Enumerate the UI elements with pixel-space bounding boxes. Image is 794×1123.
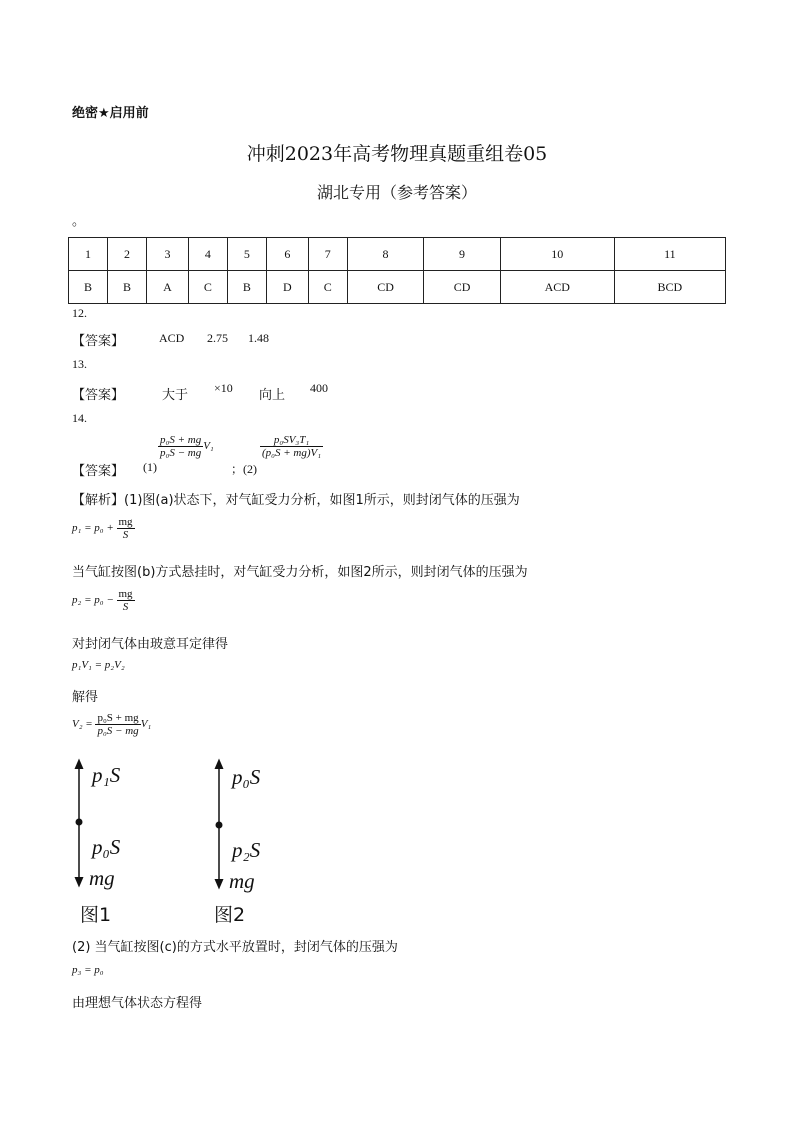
table-cell: 3 <box>147 238 189 271</box>
equation-3: p₁V₁ = p₂V₂ <box>72 659 125 671</box>
table-cell: 6 <box>266 238 308 271</box>
q14-analysis-line6: 由理想气体状态方程得 <box>72 996 203 1011</box>
q12-value-2: 2.75 <box>207 331 228 345</box>
table-cell: 4 <box>188 238 227 271</box>
q14-number: 14. <box>72 411 87 425</box>
q14-answer1-tail: V₁ <box>203 440 214 453</box>
table-cell: C <box>308 271 347 304</box>
fig2-bottom-label-1: p₂S <box>232 838 261 862</box>
fig2-bottom-label-2: mg <box>229 869 255 893</box>
table-cell: B <box>69 271 108 304</box>
table-cell: 2 <box>108 238 147 271</box>
equation-4 <box>72 712 151 737</box>
table-cell: 7 <box>308 238 347 271</box>
q14-analysis-line1 <box>72 489 520 508</box>
q13-value-2: ×10 <box>214 381 233 395</box>
table-cell: D <box>266 271 308 304</box>
fig2-top-label: p₀S <box>232 765 261 789</box>
answer-table-number-row <box>69 238 726 271</box>
q14-analysis-line4: 解得 <box>72 690 99 705</box>
fig1-bottom-label-1: p₀S <box>92 835 121 859</box>
table-cell: CD <box>424 271 500 304</box>
table-cell: A <box>147 271 189 304</box>
q12-value-3: 1.48 <box>248 331 269 345</box>
q13-number: 13. <box>72 357 87 371</box>
q14-answer1-numerator: p₀S + mg <box>160 434 202 446</box>
q14-part1-label: (1) <box>143 460 157 474</box>
table-cell: 5 <box>227 238 266 271</box>
q14-answer2-formula <box>260 434 323 459</box>
answer-table-answer-row <box>69 271 726 304</box>
q14-analysis-line5: (2) 当气缸按图(c)的方式水平放置时，封闭气体的压强为 <box>72 940 398 955</box>
confidential-label: 绝密★启用前 <box>72 106 149 121</box>
q14-answer2-denominator: (p₀S + mg)V₁ <box>262 447 322 459</box>
q14-answer-label: 【答案】 <box>72 464 125 479</box>
q14-analysis-text1: (1)图(a)状态下，对气缸受力分析，如图1所示，则封闭气体的压强为 <box>124 493 520 508</box>
equation-1-denominator: S <box>117 528 135 541</box>
q13-value-4: 400 <box>310 381 328 395</box>
q13-value-3: 向上 <box>259 388 286 403</box>
table-cell: C <box>188 271 227 304</box>
equation-4-denominator: p₀S − mg <box>95 724 140 737</box>
table-cell: 11 <box>614 238 725 271</box>
fig1-caption: 图1 <box>80 904 112 926</box>
table-cell: CD <box>347 271 423 304</box>
fig1-top-label: p₁S <box>92 763 121 787</box>
table-cell: ACD <box>500 271 614 304</box>
q14-answer2-numerator: p₀SV₃T₁ <box>273 434 310 446</box>
q12-answer-label: 【答案】 <box>72 334 125 349</box>
table-cell: 1 <box>69 238 108 271</box>
answer-table <box>68 237 726 304</box>
table-cell: BCD <box>614 271 725 304</box>
q14-analysis-line2: 当气缸按图(b)方式悬挂时，对气缸受力分析，如图2所示，则封闭气体的压强为 <box>72 565 528 580</box>
q12-value-1: ACD <box>159 331 185 345</box>
equation-2-numerator: mg <box>118 588 133 600</box>
table-cell: 8 <box>347 238 423 271</box>
equation-4-numerator: p₀S + mg <box>97 712 139 724</box>
equation-4-tail: V₁ <box>140 718 152 731</box>
page-title: 冲刺2023年高考物理真题重组卷05 <box>246 143 548 165</box>
q13-answer-label: 【答案】 <box>72 388 125 403</box>
page-subtitle: 湖北专用（参考答案） <box>316 183 477 202</box>
equation-4-lhs: V₂ = <box>72 718 93 731</box>
q14-analysis-label: 【解析】 <box>72 493 125 508</box>
table-cell: B <box>227 271 266 304</box>
equation-5: p₃ = p₀ <box>72 964 104 976</box>
table-cell: B <box>108 271 147 304</box>
q14-part2-label: ；(2) <box>231 462 257 476</box>
q14-answer1-formula <box>158 434 214 459</box>
equation-1-lhs: p₁ = p₀ + <box>72 522 114 535</box>
table-cell: 9 <box>424 238 500 271</box>
equation-1-numerator: mg <box>118 516 133 528</box>
equation-2-lhs: p₂ = p₀ − <box>72 594 114 607</box>
q14-answer1-denominator: p₀S − mg <box>160 447 202 459</box>
fig1-point <box>76 819 83 826</box>
equation-1 <box>72 516 135 541</box>
q13-value-1: 大于 <box>162 388 189 403</box>
fig2-point <box>216 822 223 829</box>
fig2-caption: 图2 <box>214 904 246 926</box>
table-cell: 10 <box>500 238 614 271</box>
equation-2 <box>72 588 135 613</box>
equation-2-denominator: S <box>117 600 135 613</box>
fig1-bottom-label-2: mg <box>89 866 115 890</box>
q12-number: 12. <box>72 306 87 320</box>
stray-dot: 。 <box>72 214 86 229</box>
q14-analysis-line3: 对封闭气体由玻意耳定律得 <box>72 637 229 652</box>
